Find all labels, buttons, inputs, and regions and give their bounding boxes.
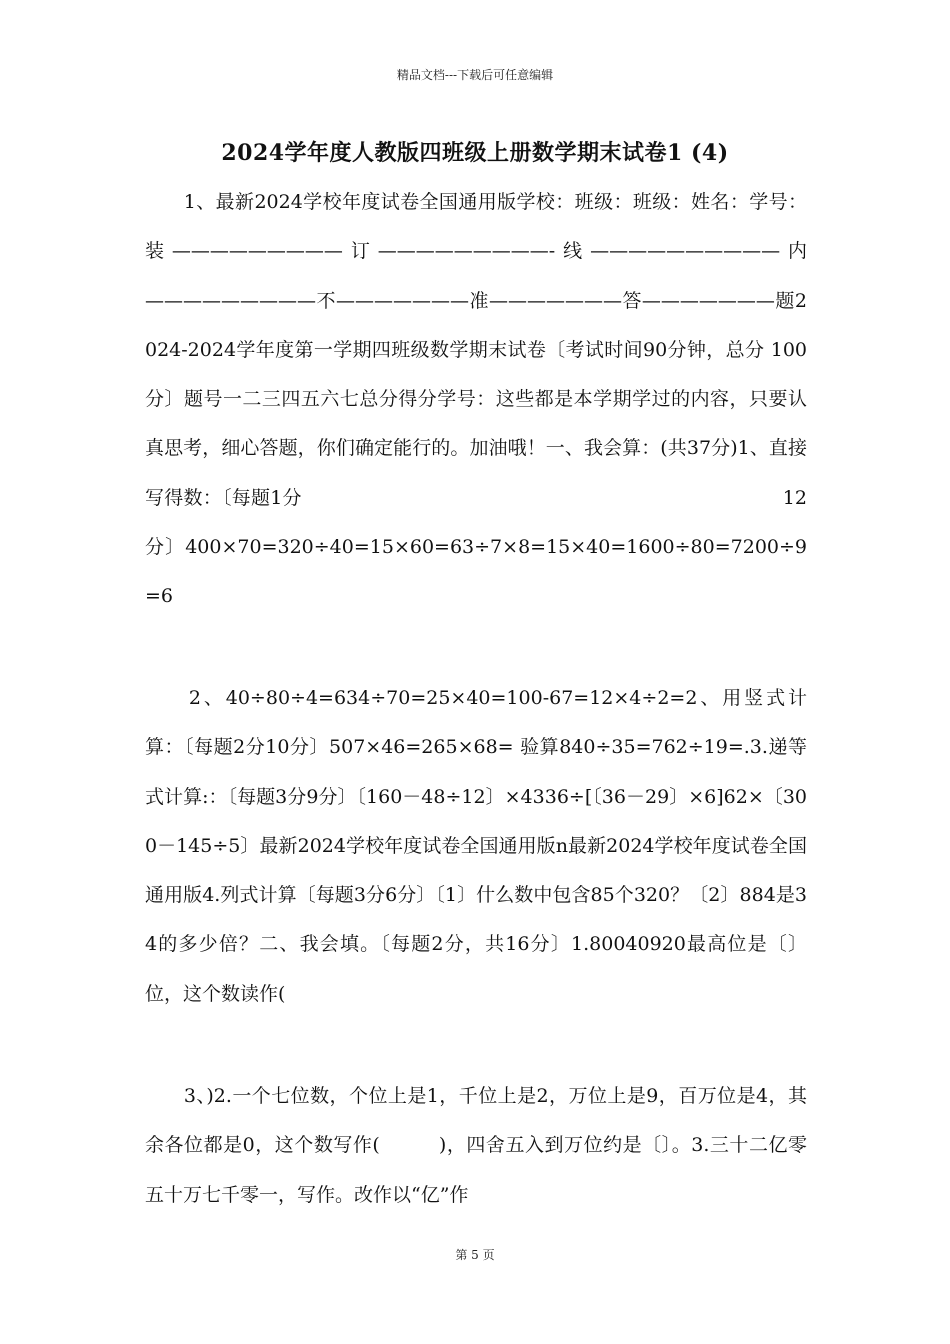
document-title: 2024学年度人教版四班级上册数学期末试卷1 (4) xyxy=(221,140,729,166)
page-number-footer: 第 5 页 xyxy=(455,1248,495,1262)
body-paragraph-1: 1、最新2024学校年度试卷全国通用版学校：班级：班级：姓名：学号：装—————————订—————————-线——————————内—————————不———————准———————答———————题2024-2024学年度第一学期四班级数学期末试卷〔考试时间90分钟，总分 100分〕题号一二三四五六七总分得分学号：这些都是本学期学过的内容，只要认真思考，细心答题，你们确定能行的。加油哦！一、我会算：(共37分)1、直接写得数：〔每题1分 12分〕400×70=320÷40=15×60=63÷7×8=15×40=1600÷80=7200÷9=6 xyxy=(145,191,807,608)
body-paragraph-3: 3、)2.一个七位数，个位上是1，千位上是2，万位上是9，百万位是4，其余各位都是0，这个数写作( )，四舍五入到万位约是〔〕。3.三十二亿零五十万七千零一，写作。改作以“亿”作 xyxy=(145,1085,807,1206)
header-note: 精品文档---下载后可任意编辑 xyxy=(396,68,554,82)
body-paragraph-2: 2、40÷80÷4=634÷70=25×40=100-67=12×4÷2=2、用竖式计算：〔每题2分10分〕507×46=265×68= 验算840÷35=762÷19=.3.递等式计算:：〔每题3分9分〕〔160－48÷12〕×4336÷[〔36－29〕×6]62×〔300－145÷5〕最新2024学校年度试卷全国通用版n最新2024学校年度试卷全国通用版4.列式计算〔每题3分6分〕〔1〕什么数中包含85个320？〔2〕884是34的多少倍？二、我会填。〔每题2分，共16分〕1.80040920最高位是〔〕位，这个数读作( xyxy=(145,687,807,1005)
